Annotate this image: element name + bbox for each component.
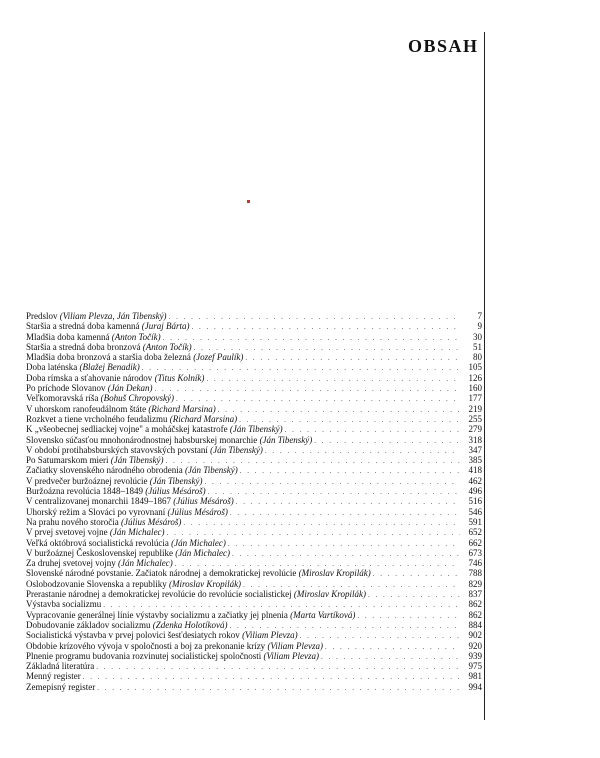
toc-entry-title <box>26 538 228 548</box>
toc-entry-title <box>26 476 205 486</box>
toc-entry-page: 939 <box>468 650 482 661</box>
toc-entry <box>26 620 484 630</box>
toc-entry-page: 673 <box>468 547 482 558</box>
toc-entry-author: (Blažej Benadik) <box>79 362 140 373</box>
toc-entry <box>26 321 484 331</box>
toc-entry-page: 160 <box>468 383 482 394</box>
toc-entry-text: Prerastanie národnej a demokratickej revolúcie do revolúcie socialistickej <box>26 589 292 600</box>
dot-leader <box>208 487 460 497</box>
toc-entry <box>26 332 484 342</box>
dot-leader <box>265 446 460 456</box>
toc-entry-author: (Bohuš Chropovský) <box>100 393 175 404</box>
dot-leader <box>205 477 460 487</box>
toc-entry <box>26 671 484 681</box>
page-title: OBSAH <box>408 36 479 56</box>
toc-entry-title <box>26 414 239 424</box>
toc-entry-title <box>26 435 314 445</box>
toc-entry-author: (Ján Tibenský) <box>184 465 238 476</box>
dot-leader <box>325 642 460 652</box>
toc-entry-page: 546 <box>468 506 482 517</box>
toc-entry-text: Vypracovanie generálnej línie výstavby socializmu a začiatky jej plnenia <box>26 609 288 620</box>
toc-entry-text: Veľká októbrová socialistická revolúcia <box>26 537 169 548</box>
toc-entry-title <box>26 620 229 630</box>
toc-entry-text: Za druhej svetovej vojny <box>26 558 116 569</box>
toc-entry-page: 591 <box>468 516 482 527</box>
toc-entry <box>26 589 484 599</box>
toc-entry-author: (Jozef Paulík) <box>193 352 244 363</box>
dot-leader <box>368 590 460 600</box>
toc-entry-author: (Július Mésároš) <box>120 516 182 527</box>
toc-entry <box>26 414 484 424</box>
toc-entry-author: (Ján Tibenský) <box>229 424 283 435</box>
toc-entry-page: 829 <box>468 578 482 589</box>
toc-entry-title <box>26 424 285 434</box>
dot-leader <box>183 518 460 528</box>
toc-entry-page: 318 <box>468 434 482 445</box>
toc-entry-title <box>26 352 245 362</box>
toc-entry-text: Plnenie programu budovania rozvinutej socialistickej spoločnosti <box>26 650 262 661</box>
toc-entry-title <box>26 610 357 620</box>
dot-leader <box>236 497 460 507</box>
toc-entry <box>26 682 484 692</box>
toc-entry-text: Staršia a stredná doba bronzová <box>26 341 141 352</box>
vertical-rule <box>484 32 485 720</box>
dot-leader <box>218 405 460 415</box>
dot-leader <box>154 384 460 394</box>
dot-leader <box>321 652 460 662</box>
toc-entry-text: Staršia a stredná doba kamenná <box>26 321 140 332</box>
toc-entry-text: Slovenské národné povstanie. Začiatok národnej a demokratickej revolúcie <box>26 568 297 579</box>
toc-entry <box>26 424 484 434</box>
dot-leader <box>96 662 460 672</box>
toc-entry-text: V období protihabsburských stavovských povstaní <box>26 444 208 455</box>
toc-entry-author: (Ján Tibenský) <box>259 434 313 445</box>
toc-entry-title <box>26 373 206 383</box>
toc-entry-author: (Ján Tibenský) <box>210 444 263 455</box>
toc-entry-title <box>26 404 218 414</box>
toc-entry <box>26 404 484 414</box>
toc-entry-author: (Ján Tibenský) <box>110 455 164 466</box>
red-mark <box>247 200 250 203</box>
toc-entry-author: (Juraj Bárta) <box>141 321 190 332</box>
toc-entry <box>26 579 484 589</box>
toc-entry-title <box>26 486 208 496</box>
toc-entry-author: (Július Mésároš) <box>167 506 228 517</box>
toc-entry-title <box>26 362 142 372</box>
toc-entry-page: 219 <box>468 403 482 414</box>
toc-entry <box>26 352 484 362</box>
toc-entry-page: 994 <box>468 681 482 692</box>
toc-entry-text: Doba laténska <box>26 362 78 373</box>
toc-entry <box>26 507 484 517</box>
dot-leader <box>230 508 460 518</box>
toc-entry-author: (Július Mésároš) <box>173 496 234 507</box>
toc-entry-text: Oslobodzovanie Slovenska a republiky <box>26 578 167 589</box>
toc-entry-title <box>26 527 167 537</box>
toc-entry <box>26 465 484 475</box>
toc-entry-page: 837 <box>468 589 482 600</box>
toc-entry-page: 862 <box>468 609 482 620</box>
toc-entry <box>26 661 484 671</box>
toc-entry <box>26 641 484 651</box>
toc-entry-title <box>26 661 96 671</box>
toc-entry-title <box>26 321 191 331</box>
toc-entry-page: 975 <box>468 661 482 672</box>
toc-entry <box>26 548 484 558</box>
toc-entry-text: Výstavba socializmu <box>26 599 102 610</box>
toc-entry-page: 981 <box>468 671 482 682</box>
dot-leader <box>191 322 460 332</box>
toc-entry-page: 347 <box>468 444 482 455</box>
toc-entry <box>26 455 484 465</box>
toc-entry-author: (Anton Točík) <box>111 331 161 342</box>
toc-entry-page: 418 <box>468 465 482 476</box>
toc-entry-title <box>26 641 325 651</box>
toc-entry-page: 920 <box>468 640 482 651</box>
dot-leader <box>163 333 460 343</box>
toc-entry <box>26 373 484 383</box>
toc-entry-page: 30 <box>473 331 482 342</box>
toc-entry-title <box>26 548 232 558</box>
toc-entry-page: 862 <box>468 599 482 610</box>
toc-entry <box>26 383 484 393</box>
toc-entry-author: (Miroslav Kropilák) <box>168 578 242 589</box>
toc-entry-page: 516 <box>468 496 482 507</box>
toc-entry-title <box>26 332 163 342</box>
toc-entry-text: Veľkomoravská ríša <box>26 393 99 404</box>
toc-entry <box>26 435 484 445</box>
toc-entry-author: (Viliam Plevza) <box>263 650 320 661</box>
toc-entry-page: 105 <box>468 362 482 373</box>
toc-entry-page: 884 <box>468 619 482 630</box>
toc-entry-text: V buržoáznej Československej republike <box>26 547 174 558</box>
toc-entry-title <box>26 445 265 455</box>
dot-leader <box>83 672 460 682</box>
toc-entry-author: (Richard Marsina) <box>148 403 216 414</box>
toc-entry-text: Doba rímska a sťahovanie národov <box>26 372 153 383</box>
dot-leader <box>245 353 460 363</box>
toc-entry-title <box>26 630 300 640</box>
toc-entry <box>26 610 484 620</box>
toc-entry-author: (Anton Točík) <box>142 341 192 352</box>
toc-entry-title <box>26 311 169 321</box>
toc-entry-text: Na prahu nového storočia <box>26 516 119 527</box>
toc-entry-title <box>26 342 194 352</box>
toc-entry <box>26 393 484 403</box>
toc-entry-text: V predvečer buržoáznej revolúcie <box>26 475 148 486</box>
toc-entry-text: V prvej svetovej vojne <box>26 527 108 538</box>
toc-entry-text: Uhorský režim a Slováci po vyrovnaní <box>26 506 166 517</box>
toc-entry <box>26 311 484 321</box>
toc-entry-page: 662 <box>468 537 482 548</box>
toc-entry-text: Po príchode Slovanov <box>26 383 106 394</box>
toc-entry-author: (Marta Vartíková) <box>290 609 356 620</box>
toc-entry-title <box>26 393 176 403</box>
toc-entry-text: Dobudovanie základov socializmu <box>26 619 151 630</box>
toc-entry <box>26 568 484 578</box>
table-of-contents <box>26 311 484 692</box>
toc-entry-text: Menný register <box>26 671 81 682</box>
toc-entry-title <box>26 651 321 661</box>
toc-entry-text: K „všeobecnej sedliackej vojne" a moháčskej katastrofe <box>26 424 228 435</box>
toc-entry-title <box>26 383 154 393</box>
toc-entry-title <box>26 579 243 589</box>
toc-entry-text: Mladšia doba kamenná <box>26 331 110 342</box>
toc-entry <box>26 527 484 537</box>
toc-entry-title <box>26 455 165 465</box>
toc-entry-author: (Richard Marsina) <box>169 413 238 424</box>
toc-entry <box>26 496 484 506</box>
toc-entry-page: 496 <box>468 486 482 497</box>
dot-leader <box>206 374 460 384</box>
toc-entry-title <box>26 558 175 568</box>
dot-leader <box>357 611 460 621</box>
toc-entry-title <box>26 507 230 517</box>
toc-entry-title <box>26 465 240 475</box>
toc-entry-title <box>26 589 368 599</box>
toc-entry-page: 788 <box>468 568 482 579</box>
dot-leader <box>232 549 460 559</box>
toc-entry-author: (Zdenka Holotíková) <box>152 619 228 630</box>
toc-entry-title <box>26 671 83 681</box>
toc-entry-page: 51 <box>473 341 482 352</box>
toc-entry-author: (Viliam Plevza, Ján Tibenský) <box>59 311 167 321</box>
toc-entry-text: Predslov <box>26 311 58 321</box>
dot-leader <box>169 312 460 322</box>
toc-entry-page: 7 <box>477 311 482 321</box>
toc-entry-author: (Miroslav Kropilák) <box>298 568 371 579</box>
toc-entry-text: V uhorskom ranofeudálnom štáte <box>26 403 147 414</box>
toc-entry <box>26 651 484 661</box>
dot-leader <box>314 436 460 446</box>
toc-entry-text: Po Satumarskom mieri <box>26 455 109 466</box>
toc-entry-text: Základná literatúra <box>26 661 95 672</box>
toc-entry-text: Buržoázna revolúcia 1848–1849 <box>26 486 143 497</box>
toc-entry <box>26 558 484 568</box>
toc-entry-text: Rozkvet a tiene vrcholného feudalizmu <box>26 413 168 424</box>
toc-entry-page: 279 <box>468 424 482 435</box>
toc-entry <box>26 445 484 455</box>
toc-entry-page: 80 <box>473 352 482 363</box>
toc-entry-text: Obdobie krízového vývoja v spoločnosti a boj za prekonanie krízy <box>26 640 266 651</box>
toc-entry <box>26 362 484 372</box>
toc-entry-page: 177 <box>468 393 482 404</box>
toc-entry-text: Začiatky slovenského národného obrodenia <box>26 465 183 476</box>
toc-entry <box>26 538 484 548</box>
toc-entry <box>26 486 484 496</box>
toc-entry <box>26 630 484 640</box>
toc-entry <box>26 599 484 609</box>
dot-leader <box>228 539 460 549</box>
toc-entry <box>26 517 484 527</box>
toc-entry-author: (Július Mésároš) <box>145 486 206 497</box>
toc-entry-title <box>26 599 103 609</box>
toc-entry-text: Mladšia doba bronzová a staršia doba železná <box>26 352 191 363</box>
toc-entry-text: Slovensko súčasťou mnohonárodnostnej habsburskej monarchie <box>26 434 258 445</box>
toc-entry-page: 9 <box>477 321 482 332</box>
toc-entry-title <box>26 517 183 527</box>
toc-entry-title <box>26 496 236 506</box>
toc-entry <box>26 476 484 486</box>
dot-leader <box>240 466 460 476</box>
toc-entry-page: 385 <box>468 455 482 466</box>
toc-entry-author: (Ján Michalec) <box>171 537 226 548</box>
toc-entry-page: 462 <box>468 475 482 486</box>
toc-entry-author: (Titus Kolník) <box>154 372 205 383</box>
toc-entry-page: 255 <box>468 413 482 424</box>
toc-entry-author: (Viliam Plevza) <box>267 640 324 651</box>
toc-entry-text: V centralizovanej monarchii 1849–1867 <box>26 496 172 507</box>
toc-entry-text: Zemepisný register <box>26 681 96 692</box>
toc-entry-title <box>26 682 97 692</box>
toc-entry-text: Socialistická výstavba v prvej polovici šesťdesiatych rokov <box>26 630 240 641</box>
toc-entry-author: (Ján Michalec) <box>175 547 231 558</box>
toc-entry-page: 746 <box>468 558 482 569</box>
toc-entry-author: (Miroslav Kropilák) <box>293 589 366 600</box>
toc-entry-author: (Ján Michalec) <box>117 558 173 569</box>
toc-entry-author: (Viliam Plevza) <box>242 630 298 641</box>
toc-entry-page: 126 <box>468 372 482 383</box>
toc-entry-author: (Ján Tibenský) <box>149 475 203 486</box>
toc-entry-author: (Ján Dekan) <box>107 383 153 394</box>
toc-entry-page: 652 <box>468 527 482 538</box>
toc-entry-page: 902 <box>468 630 482 641</box>
toc-entry-title <box>26 568 373 578</box>
dot-leader <box>97 683 460 693</box>
dot-leader <box>373 569 460 579</box>
toc-entry <box>26 342 484 352</box>
dot-leader <box>176 394 460 404</box>
toc-entry-author: (Ján Michalec) <box>109 527 165 538</box>
